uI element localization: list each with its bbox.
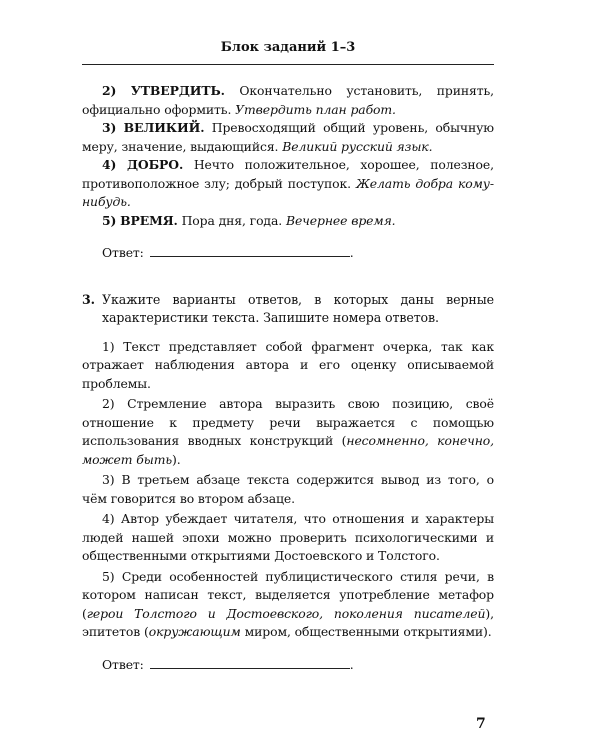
option-item: 4) Автор убеждает читателя, что отношения и характеры людей нашей эпохи можно проверить психологическими и общественными открытиями Достоевского и Толстого.	[82, 511, 494, 563]
definition-list	[82, 82, 494, 230]
option-text: миром, общественными открытиями	[240, 624, 484, 639]
definition-item	[82, 156, 494, 212]
task-3	[82, 291, 494, 328]
option-text: 2) Стремление автора выразить свою позицию, своё отношение к предмету речи выражается с помощью использования вводных конструкций (	[82, 396, 494, 448]
option-text: ).	[172, 451, 181, 467]
definition-item	[82, 82, 494, 119]
definition-number: 3)	[102, 120, 117, 135]
option-italic: окружающим	[148, 624, 241, 639]
answer-period: .	[349, 245, 354, 260]
definition-number: 2)	[102, 83, 117, 98]
option-item	[82, 395, 494, 469]
definition-number: 5)	[102, 212, 117, 228]
page-header: Блок заданий 1–3	[220, 40, 356, 55]
definition-text: Превосходящий общий уровень, обычную меру, значение, выдающийся.	[82, 120, 494, 154]
page-number: 7	[476, 716, 486, 732]
definition-number: 4)	[102, 157, 117, 172]
definition-word: ДОБРО.	[126, 157, 184, 172]
definition-word: УТВЕРДИТЬ.	[130, 83, 225, 98]
definition-example: Желать добра кому-нибудь.	[82, 175, 494, 209]
definition-example: Вечернее время.	[285, 212, 396, 228]
definition-example: Утвердить план работ.	[235, 101, 396, 117]
definition-item	[82, 119, 494, 156]
answer-period: .	[349, 656, 354, 672]
task-number: 3.	[82, 291, 95, 307]
answer-options	[82, 338, 494, 642]
option-text: ).	[483, 624, 492, 639]
answer-label: Ответ:	[102, 245, 144, 260]
definition-word: ВРЕМЯ.	[120, 212, 178, 228]
option-text: ), эпитетов (	[82, 605, 494, 639]
task-prompt: Укажите варианты ответов, в которых даны верные характеристики текста. Запишите номера ответов.	[102, 291, 494, 325]
answer-blank[interactable]	[150, 656, 350, 669]
answer-blank[interactable]	[150, 244, 350, 257]
answer-field-2	[102, 656, 494, 675]
definition-text: Окончательно установить, принять, официально оформить.	[82, 83, 494, 117]
option-item	[82, 568, 494, 642]
definition-text: Пора дня, года.	[177, 212, 286, 228]
option-italic: несомненно, конечно, может быть	[82, 433, 494, 467]
definition-word: ВЕЛИКИЙ.	[123, 120, 205, 135]
header-divider	[82, 64, 494, 65]
option-text: 5) Среди особенностей публицистического стиля речи, в котором написан текст, выделяется употребление метафор (	[82, 568, 494, 621]
option-italic: герои Толстого и Достоевского, поколения писателей	[86, 605, 486, 621]
answer-field-1	[102, 244, 494, 263]
page-content	[82, 82, 494, 674]
definition-item	[82, 212, 494, 231]
option-item: 3) В третьем абзаце текста содержится вывод из того, о чём говорится во втором абзаце.	[82, 472, 494, 506]
answer-label: Ответ:	[102, 656, 144, 672]
definition-example: Великий русский язык.	[282, 138, 433, 154]
definition-text: Нечто положительное, хорошее, полезное, противоположное злу; добрый поступок.	[82, 157, 494, 191]
option-item: 1) Текст представляет собой фрагмент очерка, так как отражает наблюдения автора и его оценку описываемой проблемы.	[82, 338, 494, 391]
